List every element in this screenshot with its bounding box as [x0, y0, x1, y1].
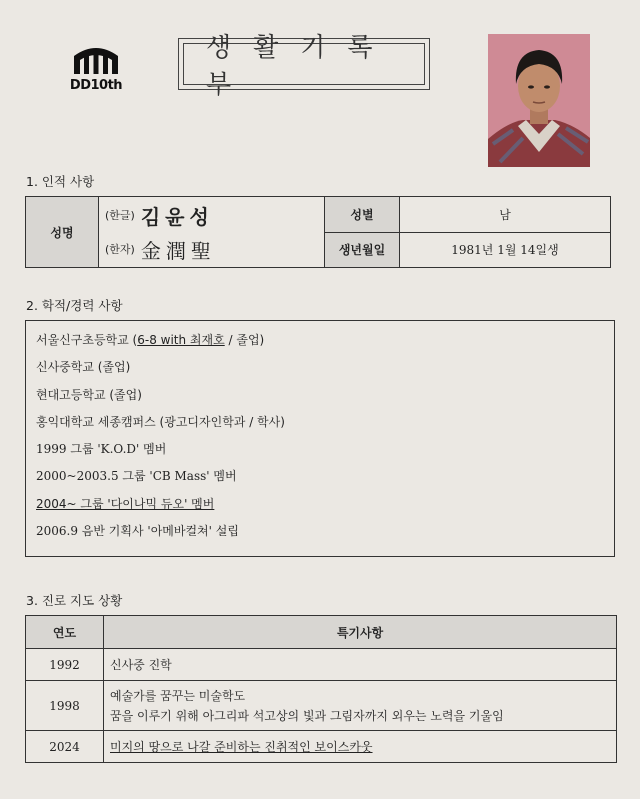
- history-item: 2006.9 음반 기획사 '아메바컬쳐' 설립: [36, 524, 239, 539]
- history-item: 2004~ 그룹 '다이나믹 듀오' 멤버: [36, 496, 215, 511]
- document-title: 생활기록부: [183, 43, 425, 85]
- logo-text: DD10th: [69, 78, 123, 93]
- name-label: 성명: [26, 197, 99, 268]
- history-item: 1999 그룹 'K.O.D' 멤버: [36, 442, 167, 457]
- hangul-tag: (한글): [105, 209, 135, 222]
- header-year: 연도: [26, 616, 104, 649]
- history-item: 2000~2003.5 그룹 'CB Mass' 멤버: [36, 469, 237, 484]
- career-table: [25, 615, 617, 763]
- hanja-tag: (한자): [105, 243, 135, 256]
- hangul-name: 김윤성: [140, 204, 214, 229]
- history-list: [25, 320, 615, 557]
- birth-label: 생년월일: [325, 232, 400, 268]
- history-link[interactable]: 6-8 with 최재호: [137, 333, 225, 347]
- table-row: 2024 미지의 땅으로 나갈 준비하는 진취적인 보이스카웃: [26, 731, 617, 763]
- history-item: 현대고등학교 (졸업): [36, 387, 142, 402]
- hanja-name: 金潤聖: [140, 238, 216, 263]
- student-photo: [488, 34, 590, 167]
- section-heading-personal: 1. 인적 사항: [26, 174, 95, 189]
- gender-value: 남: [400, 197, 611, 233]
- section-heading-history: 2. 학적/경력 사항: [26, 298, 123, 313]
- history-item: 신사중학교 (졸업): [36, 360, 131, 375]
- name-cell: [99, 197, 325, 268]
- header-note: 특기사항: [104, 616, 617, 649]
- document-title-frame: [178, 33, 430, 100]
- section-heading-career: 3. 진로 지도 상황: [26, 593, 123, 608]
- history-item: 홍익대학교 세종캠퍼스 (광고디자인학과 / 학사): [36, 414, 285, 429]
- birth-value: 1981년 1월 14일생: [400, 232, 611, 268]
- table-row: 1992 신사중 진학: [26, 649, 617, 681]
- personal-info-table: [25, 196, 611, 268]
- table-row: 1998 예술가를 꿈꾸는 미술학도 꿈을 이루기 위해 아그리파 석고상의 빛과 그림자까지 외우는 노력을 기울임: [26, 681, 617, 731]
- gender-label: 성별: [325, 197, 400, 233]
- history-item: 서울신구초등학교 (6-8 with 최재호 / 졸업): [36, 333, 265, 347]
